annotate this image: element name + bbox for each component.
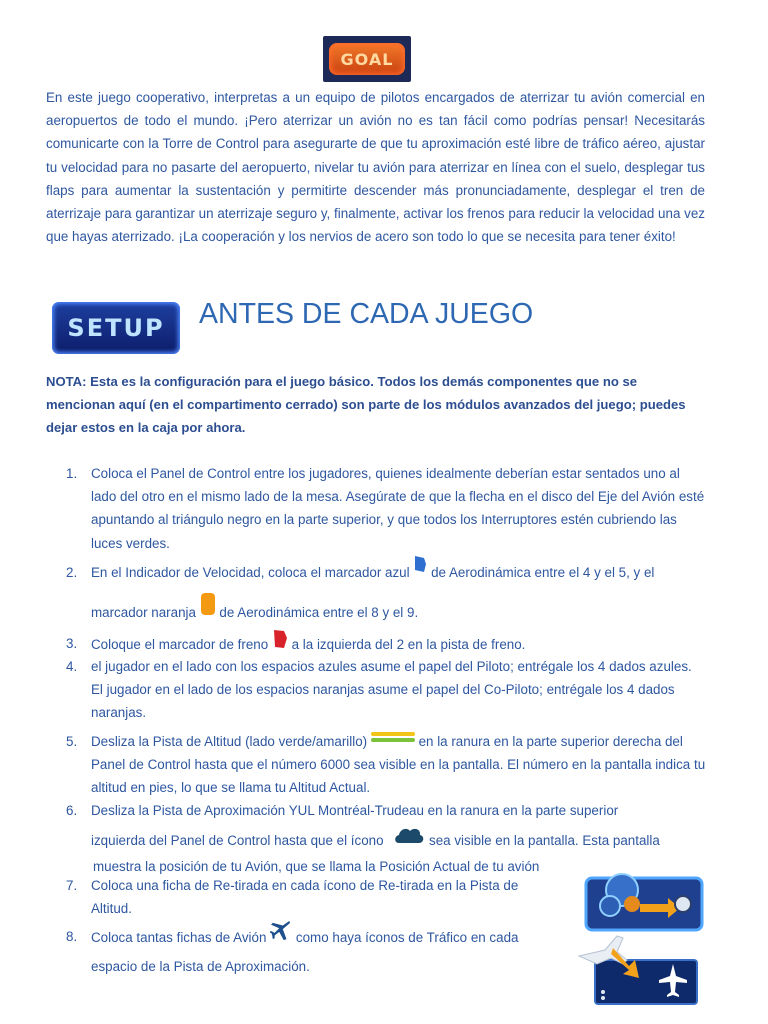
step-text: espacio de la Pista de Aproximación. <box>91 959 310 975</box>
airplane-icon <box>270 921 292 948</box>
intro-paragraph: En este juego cooperativo, interpretas a un equipo de pilotos encargados de aterrizar tu avión comercial en aeropuertos de todo el mundo. ¡Pero aterrizar un avión no es tan fácil como podrías pensar! Necesitarás comunicarte con la Torre de Control para asegurarte de que tu aproximación esté libre de tráfico aéreo, ajustar tu velocidad para no pasarte del aeropuerto, nivelar tu avión para aterrizar en línea con el suelo, desplegar tus flaps para aumentar la sustentación y permitirte descender más pronunciadamente, desplegar el tren de aterrizaje para garantizar un aterrizaje seguro y, finalmente, activar los frenos para reducir la velocidad una vez que hayas aterrizado. ¡La cooperación y los nervios de acero son todo lo que se necesita para tener éxito! <box>46 90 705 245</box>
goal-badge-label: GOAL <box>329 43 405 75</box>
setup-note: NOTA: Esta es la configuración para el juego básico. Todos los demás componentes que no se mencionan aquí (en el compartimento cerrado) son parte de los módulos avanzados del juego; puedes dejar estos en la caja por ahora. <box>46 374 686 436</box>
blue-marker-icon <box>413 555 427 580</box>
step-number: 2. <box>66 565 78 580</box>
altitude-panel-illustration <box>580 870 705 936</box>
step-text: izquierda del Panel de Control hasta que el ícono <box>91 833 384 849</box>
goal-badge <box>323 36 411 82</box>
list-item <box>66 462 706 555</box>
list-item <box>66 799 706 879</box>
step-text: a la izquierda del 2 en la pista de freno. <box>291 637 526 653</box>
step-text: Desliza la Pista de Aproximación YUL Montréal-Trudeau en la ranura en la parte superior <box>91 803 619 818</box>
altitude-track-icon <box>371 732 415 744</box>
traffic-panel-illustration <box>577 934 701 1008</box>
list-item <box>66 925 536 978</box>
step-text: Coloca tantas fichas de Avión <box>91 930 267 946</box>
step-text: como haya íconos de Tráfico en cada <box>295 930 519 946</box>
step-text: muestra la posición de tu Avión, que se llama la Posición Actual de tu avión <box>93 859 540 875</box>
list-item <box>66 730 706 800</box>
step-text: Coloca una ficha de Re-tirada en cada ícono de Re-tirada en la Pista de Altitud. <box>91 878 519 917</box>
list-item <box>66 655 706 725</box>
step-number: 4. <box>66 659 78 674</box>
step-text: Desliza la Pista de Altitud (lado verde/amarillo) <box>91 734 368 749</box>
step-text: marcador naranja <box>91 605 196 621</box>
step-number: 6. <box>66 803 78 818</box>
step-text: de Aerodinámica entre el 4 y el 5, y el <box>431 565 655 581</box>
cloud-icon <box>393 825 425 852</box>
step-text: Coloca el Panel de Control entre los jugadores, quienes idealmente deberían estar sentados uno al lado del otro en el mismo lado de la mesa. Asegúrate de que la flecha en el disco del Eje del Avión esté apuntando al triángulo negro en la parte superior, y que todos los Interruptores estén cubriendo las luces verdes. <box>91 466 705 551</box>
setup-badge: SETUP <box>52 302 180 354</box>
step-text: sea visible en la pantalla. Esta pantalla <box>429 833 660 849</box>
step-number: 7. <box>66 878 78 893</box>
step-text: el jugador en el lado con los espacios azules asume el papel del Piloto; entrégale los 4 dados azules. El jugador en el lado de los espacios naranjas asume el papel del Co-Piloto; entrégale los 4 dados naranjas. <box>91 659 692 721</box>
step-text: En el Indicador de Velocidad, coloca el marcador azul <box>91 565 410 581</box>
step-number: 1. <box>66 466 78 481</box>
list-item <box>66 874 536 920</box>
red-marker-icon <box>272 629 288 656</box>
section-title: ANTES DE CADA JUEGO <box>199 298 534 330</box>
step-number: 3. <box>66 636 78 651</box>
step-number: 8. <box>66 929 78 944</box>
step-text: en la ranura en la parte superior derecha del Panel de Control hasta que el número 6000 sea visible en la pantalla. El número en la pantalla indica tu altitud en pies, lo que se llama tu Altitud Actual. <box>91 734 706 796</box>
orange-marker-icon <box>200 592 216 623</box>
list-item <box>66 561 706 629</box>
step-text: Coloque el marcador de freno <box>91 637 269 653</box>
step-text: de Aerodinámica entre el 8 y el 9. <box>219 605 419 621</box>
step-number: 5. <box>66 734 78 749</box>
